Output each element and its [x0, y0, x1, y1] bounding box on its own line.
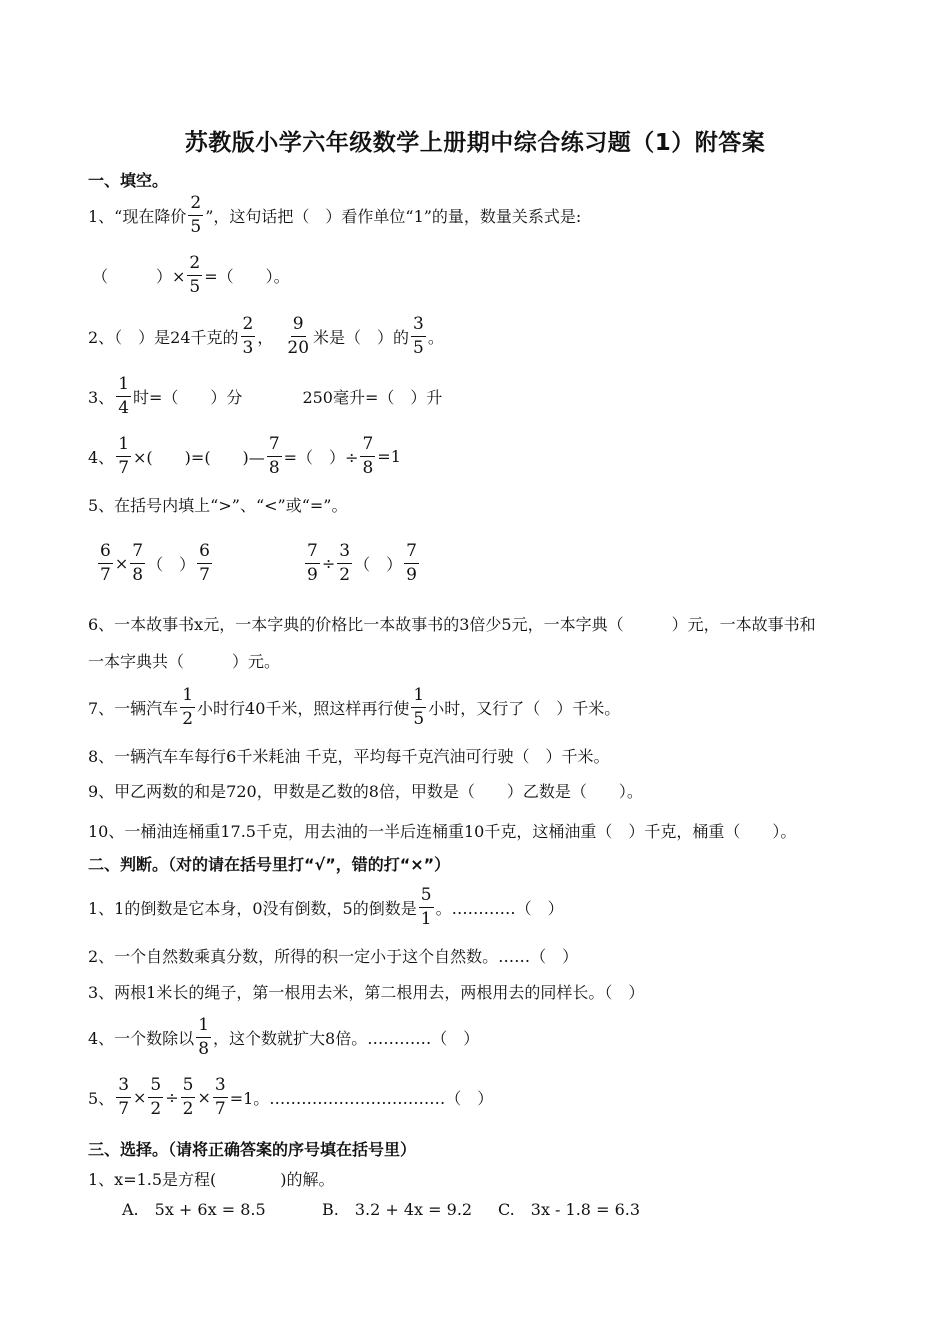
fraction: $\frac{2}{5}$ [190, 192, 202, 237]
text: =（ ）÷ [283, 447, 359, 467]
text: ， [257, 327, 274, 347]
fraction: $\frac{6}{7}$ [100, 540, 111, 585]
text: 250毫升=（ ）升 [302, 387, 443, 407]
question-1-1 [88, 192, 582, 237]
times-sign: × [197, 1087, 211, 1107]
fraction: $\frac{1}{7}$ [118, 433, 130, 478]
question-1-6-line-2: 一本字典共（ ）元。 [88, 651, 281, 671]
fraction: $\frac{1}{8}$ [198, 1014, 210, 1059]
div-sign: ÷ [165, 1087, 179, 1107]
question-1-4 [88, 433, 401, 478]
section-heading-choice: 三、选择。（请将正确答案的序号填在括号里） [88, 1140, 417, 1159]
text: （ ）× [92, 266, 186, 286]
question-1-7 [88, 684, 621, 729]
fraction: $\frac{5}{1}$ [420, 884, 432, 929]
option-a: A. 5x + 6x = 8.5 [122, 1199, 266, 1219]
question-1-6-line-1: 6、一本故事书x元，一本字典的价格比一本故事书的3倍少5元，一本字典（ ）元，一本故事书和 [88, 614, 816, 634]
text: 3、 [88, 387, 115, 407]
question-1-3 [88, 373, 443, 418]
option-b: B. 3.2 + 4x = 9.2 [322, 1199, 473, 1219]
page-title: 苏教版小学六年级数学上册期中综合练习题（1）附答案 [184, 130, 766, 156]
fraction: $\frac{7}{8}$ [362, 433, 374, 478]
question-1-5-compare-a [96, 540, 214, 585]
times-sign: × [114, 553, 129, 573]
fraction: $\frac{5}{2}$ [150, 1074, 162, 1119]
text: 5、 [88, 1088, 115, 1108]
fraction: $\frac{7}{8}$ [132, 540, 144, 585]
question-2-3: 3、两根1米长的绳子，第一根用去米，第二根用去，两根用去的同样长。（ ） [88, 982, 645, 1002]
fraction: $\frac{7}{9}$ [406, 540, 417, 585]
times-sign: × [133, 1087, 147, 1107]
text: 4、 [88, 447, 115, 467]
text: =1 [377, 446, 401, 466]
blank: （ ） [147, 554, 196, 574]
text: ，这个数就扩大8倍。…………（ ） [213, 1028, 480, 1048]
text: 4、一个数除以 [88, 1028, 195, 1048]
fraction: $\frac{3}{2}$ [339, 540, 351, 585]
text: 。…………（ ） [435, 898, 564, 918]
question-2-2: 2、一个自然数乘真分数，所得的积一定小于这个自然数。……（ ） [88, 946, 579, 966]
question-1-2 [88, 313, 444, 358]
text: 7、一辆汽车 [88, 698, 179, 718]
question-3-1: 1、x=1.5是方程( )的解。 [88, 1169, 335, 1189]
question-1-10: 10、一桶油连桶重17.5千克，用去油的一半后连桶重10千克，这桶油重（ ）千克，桶重（ ）。 [88, 821, 797, 841]
fraction: $\frac{6}{7}$ [199, 540, 210, 585]
fraction: $\frac{1}{5}$ [413, 684, 425, 729]
blank: （ ） [354, 554, 403, 574]
text: 小时，又行了（ ）千米。 [428, 698, 621, 718]
fraction: $\frac{9}{20}$ [287, 313, 310, 358]
question-2-4 [88, 1014, 480, 1059]
text: ×( )=( )— [133, 447, 265, 467]
option-c: C. 3x - 1.8 = 6.3 [498, 1199, 641, 1219]
question-1-8: 8、一辆汽车车每行6千米耗油 千克，平均每千克汽油可行驶（ ）千米。 [88, 746, 610, 766]
fraction: $\frac{7}{9}$ [307, 540, 318, 585]
section-heading-fill: 一、填空。 [88, 171, 169, 190]
question-2-1 [88, 884, 564, 929]
text: =（ ）。 [204, 266, 290, 286]
div-sign: ÷ [321, 553, 336, 573]
fraction: $\frac{2}{5}$ [189, 252, 201, 297]
fraction: $\frac{3}{7}$ [214, 1074, 226, 1119]
fraction: $\frac{2}{3}$ [242, 313, 254, 358]
text: ”，这句话把（ ）看作单位“1”的量，数量关系式是: [205, 206, 582, 226]
text: 小时行40千米，照这样再行使 [197, 698, 410, 718]
text: 米是（ ）的 [313, 327, 410, 347]
text: 2、（ ）是24千克的 [88, 327, 239, 347]
question-2-5 [88, 1074, 494, 1119]
text: 时=（ ）分 [133, 387, 243, 407]
fraction: $\frac{5}{2}$ [182, 1074, 194, 1119]
fraction: $\frac{7}{8}$ [268, 433, 280, 478]
fraction: $\frac{3}{7}$ [118, 1074, 130, 1119]
fraction: $\frac{1}{2}$ [182, 684, 194, 729]
text: 。 [427, 327, 444, 347]
fraction: $\frac{3}{5}$ [413, 313, 424, 358]
section-heading-judge: 二、判断。（对的请在括号里打“√”，错的打“×”） [88, 855, 451, 874]
question-1-1-formula [92, 252, 290, 297]
text: 1、1的倒数是它本身，0没有倒数，5的倒数是 [88, 898, 417, 918]
text: 1、“现在降价 [88, 206, 187, 226]
question-1-5: 5、在括号内填上“>”、“<”或“=”。 [88, 495, 348, 515]
text: =1。……………………………（ ） [229, 1088, 494, 1108]
question-1-5-compare-b [303, 540, 421, 585]
question-1-9: 9、甲乙两数的和是720，甲数是乙数的8倍，甲数是（ ）乙数是（ ）。 [88, 781, 643, 801]
fraction: $\frac{1}{4}$ [118, 373, 130, 418]
